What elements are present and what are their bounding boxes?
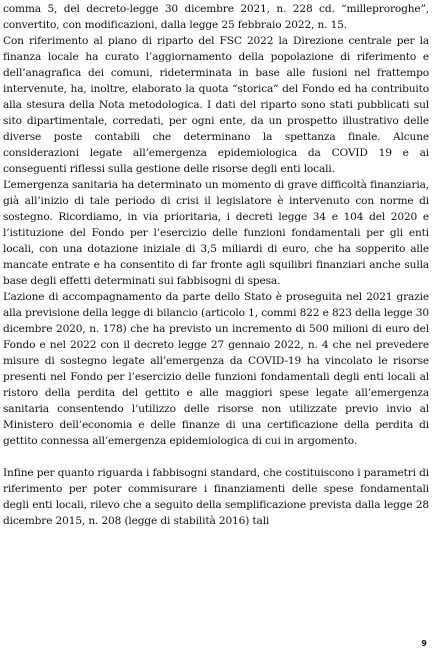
paragraph-azione-accompagnamento: L’azione di accompagnamento da parte dello Stato è proseguita nel 2021 grazie alla previsione della legge di bilancio (articolo 1, commi 822 e 823 della legge 30 dicembre 2020, n. 178) che ha previsto un incremento di 500 milioni di euro del Fondo e nel 2022 con il decreto legge 27 gennaio 2022, n. 4 che nel prevedere misure di sostegno legate all’emergenza da COVID-19 ha vincolato le risorse presenti nel Fondo per l’esercizio delle funzioni fondamentali degli enti locali al ristoro della perdita del gettito e alle maggiori spese legate all’emergenza sanitaria consentendo l’utilizzo delle risorse non utilizzate previo invio al Ministero dell’economia e delle finanze di una certificazione della perdita di gettito connessa all’emergenza epidemiologica di cui in argomento. — [3, 291, 429, 447]
paragraph-fabbisogni-standard: Infine per quanto riguarda i fabbisogni standard, che costituiscono i parametri di riferimento per poter commisurare i finanziamenti delle spese fondamentali degli enti locali, rilevo che a seguito della semplificazione prevista dalla legge 28 dicembre 2015, n. 208 (legge di stabilità 2016) tali — [3, 467, 429, 527]
paragraph-emergenza-sanitaria: L’emergenza sanitaria ha determinato un momento di grave difficoltà finanziaria, già all’inizio di tale periodo di crisi il legislatore è intervenuto con norme di sostegno. Ricordiamo, in via prioritaria, i decreti legge 34 e 104 del 2020 e l’istituzione del Fondo per l’esercizio delle funzioni fondamentali per gli enti locali, con una dotazione iniziale di 3,5 miliardi di euro, che ha sopperito alle mancate entrate e ha consentito di far fronte agli squilibri finanziari anche sulla base degli effetti determinati sui fabbisogni di spesa. — [3, 179, 429, 287]
paragraph-continuation: comma 5, del decreto-legge 30 dicembre 2021, n. 228 cd. “milleproroghe”, convertito, con modificazioni, dalla legge 25 febbraio 2022, n. 15. — [3, 3, 429, 31]
page-number: 9 — [421, 639, 427, 648]
body-text — [3, 1, 429, 529]
paragraph-fsc-riparto: Con riferimento al piano di riparto del FSC 2022 la Direzione centrale per la finanza locale ha curato l’aggiornamento della popolazione di riferimento e dell’anagrafica dei comuni, rideterminata in base alle fusioni nel frattempo intervenute, ha, inoltre, elaborato la quota “storica” del Fondo ed ha contribuito alla stesura della Nota metodologica. I dati del riparto sono stati pubblicati sul sito dipartimentale, corredati, per ogni ente, da un prospetto illustrativo delle diverse poste contabili che determinano la spettanza finale. Alcune considerazioni legate all’emergenza epidemiologica da COVID 19 e ai conseguenti riflessi sulla gestione delle risorse degli enti locali. — [3, 35, 429, 175]
